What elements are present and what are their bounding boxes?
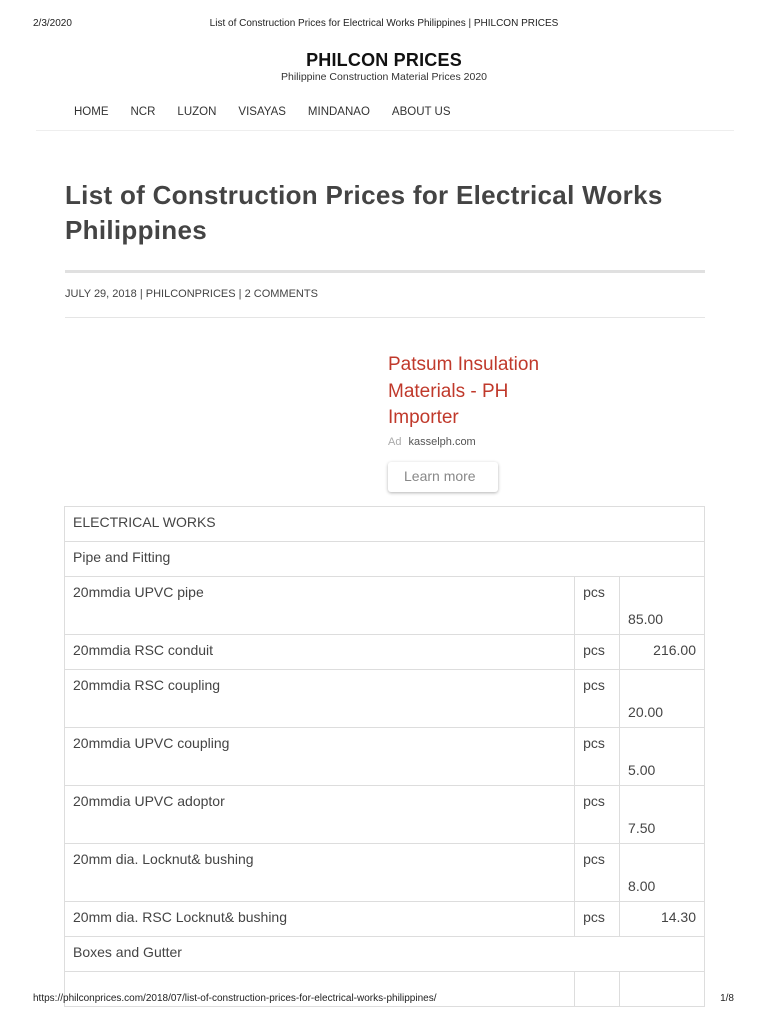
print-page-number: 1/8 <box>720 993 734 1004</box>
main-nav <box>74 106 450 124</box>
post-meta <box>65 288 318 300</box>
nav-divider <box>36 130 734 131</box>
ad-headline-line-2[interactable]: Materials - PH <box>388 380 509 402</box>
post-title <box>65 178 705 248</box>
item-description: 20mm dia. RSC Locknut& bushing <box>65 902 575 937</box>
table-row <box>65 635 705 670</box>
ad-block <box>388 352 540 492</box>
post-comments-link[interactable]: 2 COMMENTS <box>244 288 318 300</box>
nav-item-visayas[interactable]: VISAYAS <box>238 106 286 118</box>
post-title-line-2: Philippines <box>65 215 207 245</box>
table-row <box>65 577 705 635</box>
meta-separator: | <box>139 288 143 300</box>
site-title[interactable]: PHILCON PRICES <box>306 50 462 70</box>
table-row <box>65 902 705 937</box>
table-row <box>65 507 705 542</box>
nav-item-mindanao[interactable]: MINDANAO <box>307 106 370 118</box>
item-description: 20mmdia UPVC coupling <box>65 728 575 786</box>
item-price: 85.00 <box>620 577 705 635</box>
item-description: 20mmdia UPVC pipe <box>65 577 575 635</box>
post-title-line-1: List of Construction Prices for Electrical Works <box>65 180 663 210</box>
item-price: 14.30 <box>620 902 705 937</box>
price-table <box>64 506 705 1007</box>
item-unit: pcs <box>575 635 620 670</box>
table-row <box>65 786 705 844</box>
item-unit: pcs <box>575 577 620 635</box>
item-description: 20mmdia RSC conduit <box>65 635 575 670</box>
item-price: 8.00 <box>620 844 705 902</box>
table-row <box>65 728 705 786</box>
item-price: 216.00 <box>620 635 705 670</box>
print-date: 2/3/2020 <box>33 18 72 29</box>
nav-item-luzon[interactable]: LUZON <box>177 106 217 118</box>
ad-badge: Ad <box>388 435 402 448</box>
print-header <box>0 18 768 32</box>
table-row <box>65 670 705 728</box>
nav-item-about-us[interactable]: ABOUT US <box>391 106 451 118</box>
ad-learn-more-button[interactable]: Learn more <box>388 462 498 492</box>
ad-headline-line-3[interactable]: Importer <box>388 407 459 428</box>
table-row <box>65 844 705 902</box>
item-price: 5.00 <box>620 728 705 786</box>
post-date: JULY 29, 2018 <box>65 288 137 300</box>
item-unit: pcs <box>575 844 620 902</box>
item-unit: pcs <box>575 902 620 937</box>
print-url: https://philconprices.com/2018/07/list-of-construction-prices-for-electrical-works-philippines/ <box>33 993 437 1004</box>
item-description: 20mm dia. Locknut& bushing <box>65 844 575 902</box>
ad-source <box>388 436 492 448</box>
post-author-link[interactable]: PHILCONPRICES <box>145 288 236 300</box>
meta-divider <box>65 317 705 318</box>
nav-item-home[interactable]: HOME <box>74 106 109 118</box>
ad-headline-line-1[interactable]: Patsum Insulation <box>388 354 540 375</box>
title-divider <box>65 270 705 273</box>
item-price: 20.00 <box>620 670 705 728</box>
print-page-title: List of Construction Prices for Electrical Works Philippines | PHILCON PRICES <box>209 18 559 29</box>
nav-item-ncr[interactable]: NCR <box>130 106 156 118</box>
subsection-heading-cell: Pipe and Fitting <box>65 542 705 577</box>
item-unit: pcs <box>575 670 620 728</box>
table-row <box>65 542 705 577</box>
item-description: 20mmdia UPVC adoptor <box>65 786 575 844</box>
table-row <box>65 937 705 972</box>
section-heading-cell: ELECTRICAL WORKS <box>65 507 705 542</box>
print-footer <box>0 993 768 1007</box>
subsection-heading-cell: Boxes and Gutter <box>65 937 705 972</box>
item-unit: pcs <box>575 786 620 844</box>
site-tagline: Philippine Construction Material Prices 2020 <box>280 71 488 83</box>
item-price: 7.50 <box>620 786 705 844</box>
item-unit: pcs <box>575 728 620 786</box>
meta-separator: | <box>238 288 242 300</box>
ad-domain[interactable]: kasselph.com <box>408 435 476 448</box>
item-description: 20mmdia RSC coupling <box>65 670 575 728</box>
